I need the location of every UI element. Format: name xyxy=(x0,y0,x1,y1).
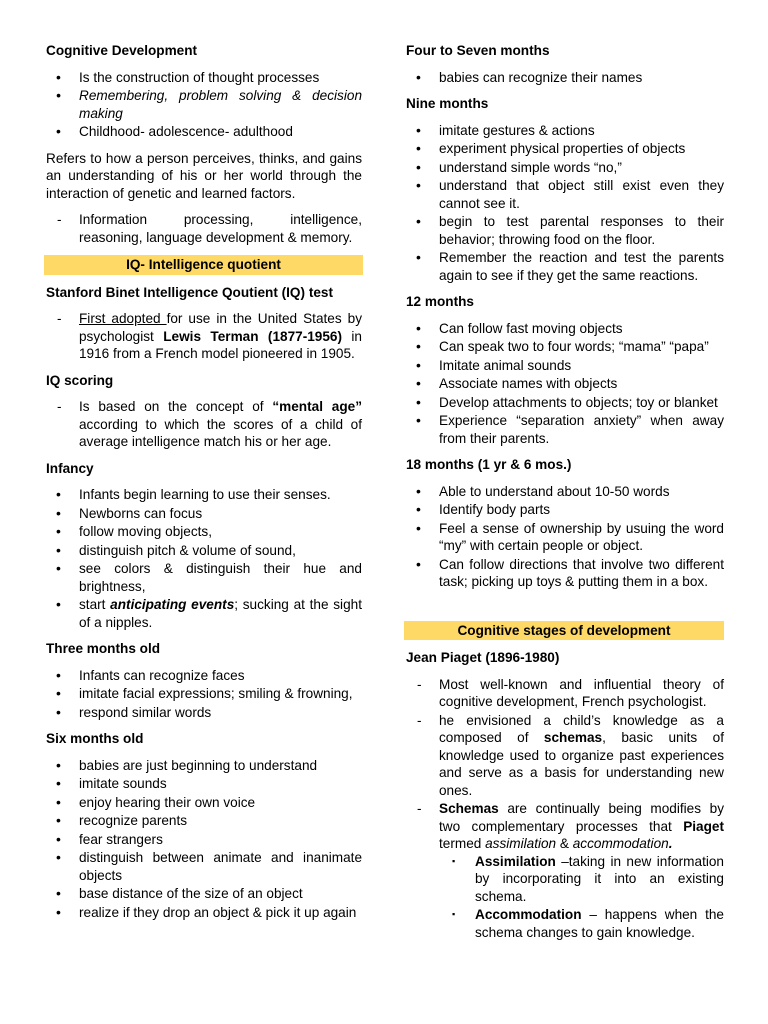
twelve-months-heading: 12 months xyxy=(406,294,474,309)
stanford-binet-heading: Stanford Binet Intelligence Qoutient (IQ) test xyxy=(46,284,333,300)
list-item xyxy=(46,398,362,451)
list-item: • enjoy hearing their own voice xyxy=(46,794,362,812)
text-run: for use in the United States by psychologist xyxy=(79,311,362,344)
underlined-text: First adopted xyxy=(79,311,167,326)
list-item: • fear strangers xyxy=(46,831,362,849)
bold-text: Lewis Terman (1877-1956) xyxy=(163,328,342,344)
cognitive-development-heading: Cognitive Development xyxy=(46,43,198,58)
four-to-seven-months-list xyxy=(406,69,724,87)
list-item: • Associate names with objects xyxy=(406,375,724,393)
list-item: • distinguish between animate and inanimate objects xyxy=(46,849,362,884)
list-item xyxy=(439,906,724,941)
text-run: ; sucking at the sight of a nipples. xyxy=(79,597,362,630)
list-item: • Newborns can focus xyxy=(46,505,362,523)
list-item: • Can follow directions that involve two different task; picking up toys & putting them in a box. xyxy=(406,556,724,591)
list-item: • base distance of the size of an object xyxy=(46,885,362,903)
bold-text: Schemas xyxy=(439,801,499,816)
list-item: • Childhood- adolescence- adulthood xyxy=(46,123,362,141)
list-item: • realize if they drop an object & pick it up again xyxy=(46,904,362,922)
list-item: • Identify body parts xyxy=(406,501,724,519)
list-item: • Imitate animal sounds xyxy=(406,357,724,375)
cognitive-development-list xyxy=(46,69,362,141)
list-item: • Can follow fast moving objects xyxy=(406,320,724,338)
list-item: • experiment physical properties of objects xyxy=(406,140,724,158)
italic-text: assimilation xyxy=(485,836,557,851)
list-item: • recognize parents xyxy=(46,812,362,830)
list-item: • Remember the reaction and test the parents again to see if they get the same reactions. xyxy=(406,249,724,284)
cognitive-stages-band: Cognitive stages of development xyxy=(404,621,724,641)
text-run: are continually being modifies by two complementary processes that xyxy=(439,801,724,834)
bold-text: Piaget xyxy=(683,818,724,834)
eighteen-months-list xyxy=(406,483,724,591)
infancy-heading: Infancy xyxy=(46,460,94,476)
list-item: • Remembering, problem solving & decision making xyxy=(46,87,362,122)
list-item: • imitate gestures & actions xyxy=(406,122,724,140)
list-item xyxy=(406,712,724,800)
text-run: according to which the scores of a child of average intelligence match his or her age. xyxy=(79,416,362,449)
list-item: • babies can recognize their names xyxy=(406,69,724,87)
bold-text: Accommodation xyxy=(475,907,582,922)
italic-text: accommodation xyxy=(572,836,669,851)
infancy-list xyxy=(46,486,362,631)
list-item: • respond similar words xyxy=(46,704,362,722)
list-item: • begin to test parental responses to their behavior; throwing food on the floor. xyxy=(406,213,724,248)
list-item xyxy=(406,800,724,941)
eighteen-months-heading: 18 months (1 yr & 6 mos.) xyxy=(406,457,572,472)
four-to-seven-months-heading: Four to Seven months xyxy=(406,43,550,58)
section-spacer xyxy=(406,600,724,621)
bold-italic-text: . xyxy=(668,836,673,851)
nine-months-heading: Nine months xyxy=(406,96,489,111)
text-run: & xyxy=(556,836,573,851)
piaget-list xyxy=(406,676,724,942)
cognitive-dash-list xyxy=(46,211,362,246)
bold-text: “mental age” xyxy=(272,399,362,414)
list-item: • Able to understand about 10-50 words xyxy=(406,483,724,501)
list-item: • Feel a sense of ownership by usuing the word “my” with certain people or object. xyxy=(406,520,724,555)
right-column xyxy=(406,42,724,950)
text-run: he envisioned a child’s knowledge as a composed of xyxy=(439,712,724,745)
list-item: - Information processing, intelligence, reasoning, language development & memory. xyxy=(46,211,362,246)
piaget-heading: Jean Piaget (1896-1980) xyxy=(406,650,560,665)
left-column xyxy=(46,42,362,930)
list-item: • understand simple words “no,” xyxy=(406,159,724,177)
text-run: – happens when the schema changes to gain knowledge. xyxy=(475,907,724,940)
iq-scoring-list xyxy=(46,398,362,451)
list-item: • follow moving objects, xyxy=(46,523,362,541)
bold-italic-text: anticipating events xyxy=(110,597,235,612)
text-run: –taking in new information by incorporating it into an existing schema. xyxy=(475,853,724,904)
bold-text: schemas xyxy=(543,730,603,745)
list-item: • see colors & distinguish their hue and brightness, xyxy=(46,560,362,595)
six-months-list xyxy=(46,757,362,922)
list-item: - Most well-known and influential theory of cognitive development, French psychologist. xyxy=(406,676,724,711)
list-item: • Infants can recognize faces xyxy=(46,667,362,685)
list-item xyxy=(439,853,724,906)
list-item xyxy=(46,596,362,631)
cognitive-definition-paragraph: Refers to how a person perceives, thinks, and gains an understanding of his or her world through the interaction of genetic and learned factors. xyxy=(46,150,362,201)
text-run: start xyxy=(79,597,111,612)
stanford-binet-list xyxy=(46,310,362,363)
list-item: • babies are just beginning to understand xyxy=(46,757,362,775)
three-months-list xyxy=(46,667,362,722)
bold-text: Assimilation xyxy=(475,853,556,869)
text-run: , basic units of knowledge used to organize past experiences and serve as a basis for understanding new ones. xyxy=(439,730,724,798)
nine-months-list xyxy=(406,122,724,285)
three-months-heading: Three months old xyxy=(46,641,161,656)
text-run: termed xyxy=(439,836,486,851)
twelve-months-list xyxy=(406,320,724,448)
text-run: in 1916 from a French model pioneered in 1905. xyxy=(79,328,362,361)
iq-scoring-heading: IQ scoring xyxy=(46,372,114,388)
six-months-heading: Six months old xyxy=(46,731,144,746)
text-run: Is based on the concept of xyxy=(79,399,273,414)
list-item: • imitate sounds xyxy=(46,775,362,793)
list-item: • Infants begin learning to use their senses. xyxy=(46,486,362,504)
list-item: • distinguish pitch & volume of sound, xyxy=(46,542,362,560)
list-item: • Is the construction of thought processes xyxy=(46,69,362,87)
list-item: • Can speak two to four words; “mama” “papa” xyxy=(406,338,724,356)
list-item: • Experience “separation anxiety” when away from their parents. xyxy=(406,412,724,447)
iq-section-band: IQ- Intelligence quotient xyxy=(44,255,363,275)
list-item: • understand that object still exist even they cannot see it. xyxy=(406,177,724,212)
list-item: • imitate facial expressions; smiling & frowning, xyxy=(46,685,362,703)
list-item: • Develop attachments to objects; toy or blanket xyxy=(406,394,724,412)
list-item xyxy=(46,310,362,363)
schema-process-list xyxy=(439,853,724,942)
